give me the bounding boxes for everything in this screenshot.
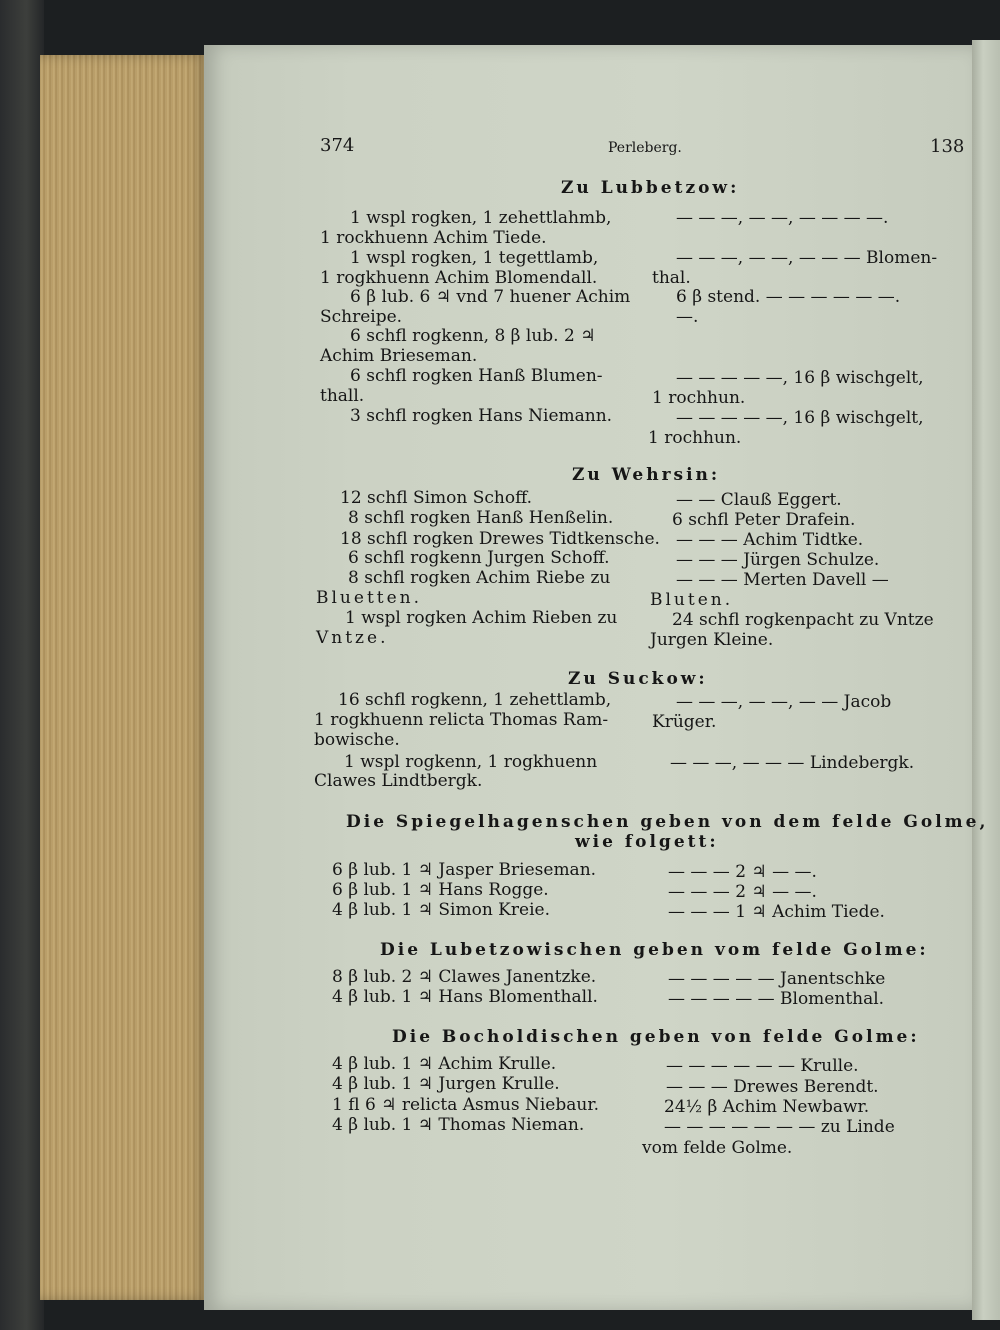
entry-right: — — —, — —, — — — —. (676, 208, 889, 228)
entry-left: 4 β lub. 1 ♃ Jurgen Krulle. (332, 1074, 560, 1094)
entry-left: Vntze. (316, 628, 389, 648)
section-title: Die Spiegelhagenschen geben von dem felde Golme, (346, 812, 989, 832)
entry-right: vom felde Golme. (642, 1138, 793, 1158)
entry-right: — — — — — — Krulle. (666, 1056, 859, 1076)
entry-left: 1 rogkhuenn Achim Blomendall. (320, 268, 598, 288)
entry-left: 1 wspl rogken, 1 zehettlahmb, (350, 208, 612, 228)
entry-left: 8 β lub. 2 ♃ Clawes Janentzke. (332, 967, 597, 987)
page-number-left: 374 (320, 135, 355, 156)
entry-left: Schreipe. (320, 307, 403, 327)
entry-right: — — — — —, 16 β wischgelt, (676, 368, 924, 388)
entry-left: bowische. (314, 730, 400, 750)
entry-left: 6 β lub. 1 ♃ Jasper Brieseman. (332, 860, 597, 880)
entry-left: 8 schfl rogken Hanß Henßelin. (348, 508, 614, 528)
entry-right: 1 rochhun. (648, 428, 742, 448)
entry-left: 6 β lub. 1 ♃ Hans Rogge. (332, 880, 549, 900)
entry-right: Bluten. (650, 590, 734, 610)
entry-right: — — — Drewes Berendt. (666, 1077, 879, 1097)
entry-right: — — — — — Janentschke (668, 969, 886, 989)
entry-left: 4 β lub. 1 ♃ Thomas Nieman. (332, 1115, 585, 1135)
entry-left: 16 schfl rogkenn, 1 zehettlamb, (338, 690, 612, 710)
entry-left: 1 rockhuenn Achim Tiede. (320, 228, 547, 248)
entry-right: — — — — — Blomenthal. (668, 989, 885, 1009)
entry-left: thall. (320, 386, 365, 406)
entry-right: 24½ β Achim Newbawr. (664, 1097, 870, 1117)
facing-page-edge (972, 40, 1000, 1320)
entry-right: — — — — — — — zu Linde (664, 1117, 895, 1137)
entry-right: — — — 2 ♃ — —. (668, 882, 817, 902)
entry-right: 6 β stend. — — — — — —. (676, 287, 901, 307)
entry-left: 8 schfl rogken Achim Riebe zu (348, 568, 611, 588)
entry-left: 6 schfl rogkenn Jurgen Schoff. (348, 548, 610, 568)
section-title: Zu Wehrsin: (572, 465, 721, 485)
section-title: Die Lubetzowischen geben vom felde Golme: (380, 940, 929, 960)
entry-right: thal. (652, 268, 691, 288)
entry-left: 3 schfl rogken Hans Niemann. (350, 406, 613, 426)
entry-left: 18 schfl rogken Drewes Tidtkensche. (340, 529, 660, 549)
entry-right: — — —, — —, — — Jacob (676, 692, 892, 712)
entry-right: — — —, — —, — — — Blomen- (676, 248, 938, 268)
entry-right: — — — Achim Tidtke. (676, 530, 864, 550)
entry-right: 24 schfl rogkenpacht zu Vntze (672, 610, 934, 630)
entry-left: 1 rogkhuenn relicta Thomas Ram- (314, 710, 609, 730)
running-title: Perleberg. (608, 140, 682, 156)
entry-right: — — — — —, 16 β wischgelt, (676, 408, 924, 428)
entry-right: Jurgen Kleine. (650, 630, 774, 650)
page-edges (40, 55, 208, 1300)
section-title: Die Bocholdischen geben von felde Golme: (392, 1027, 920, 1047)
entry-left: 12 schfl Simon Schoff. (340, 488, 532, 508)
entry-left: 6 schfl rogkenn, 8 β lub. 2 ♃ (350, 326, 596, 346)
entry-right: — — — 2 ♃ — —. (668, 862, 817, 882)
entry-right: — — —, — — — Lindebergk. (670, 753, 915, 773)
entry-right: Krüger. (652, 712, 717, 732)
entry-left: 1 wspl rogken, 1 tegettlamb, (350, 248, 599, 268)
entry-left: 4 β lub. 1 ♃ Achim Krulle. (332, 1054, 557, 1074)
entry-left: Clawes Lindtbergk. (314, 771, 483, 791)
entry-right: 1 rochhun. (652, 388, 746, 408)
entry-right: — — Clauß Eggert. (676, 490, 842, 510)
section-title: Zu Lubbetzow: (561, 178, 740, 198)
page-number-right: 138 (930, 136, 965, 157)
entry-left: Achim Brieseman. (320, 346, 478, 366)
entry-left: 1 wspl rogken Achim Rieben zu (345, 608, 618, 628)
entry-right: 6 schfl Peter Drafein. (672, 510, 856, 530)
entry-right: — — — Jürgen Schulze. (676, 550, 880, 570)
entry-left: 6 schfl rogken Hanß Blumen- (350, 366, 603, 386)
entry-right: — — — 1 ♃ Achim Tiede. (668, 902, 885, 922)
entry-left: 6 β lub. 6 ♃ vnd 7 huener Achim (350, 287, 631, 307)
entry-left: 4 β lub. 1 ♃ Hans Blomenthall. (332, 987, 598, 1007)
entry-right: —. (676, 307, 699, 327)
book-spine (0, 0, 44, 1330)
section-title-cont: wie folgett: (575, 832, 719, 852)
entry-left: Bluetten. (316, 588, 423, 608)
entry-right: — — — Merten Davell — (676, 570, 889, 590)
entry-left: 1 wspl rogkenn, 1 rogkhuenn (344, 752, 598, 772)
section-title: Zu Suckow: (568, 669, 708, 689)
entry-left: 4 β lub. 1 ♃ Simon Kreie. (332, 900, 550, 920)
entry-left: 1 fl 6 ♃ relicta Asmus Niebaur. (332, 1095, 599, 1115)
